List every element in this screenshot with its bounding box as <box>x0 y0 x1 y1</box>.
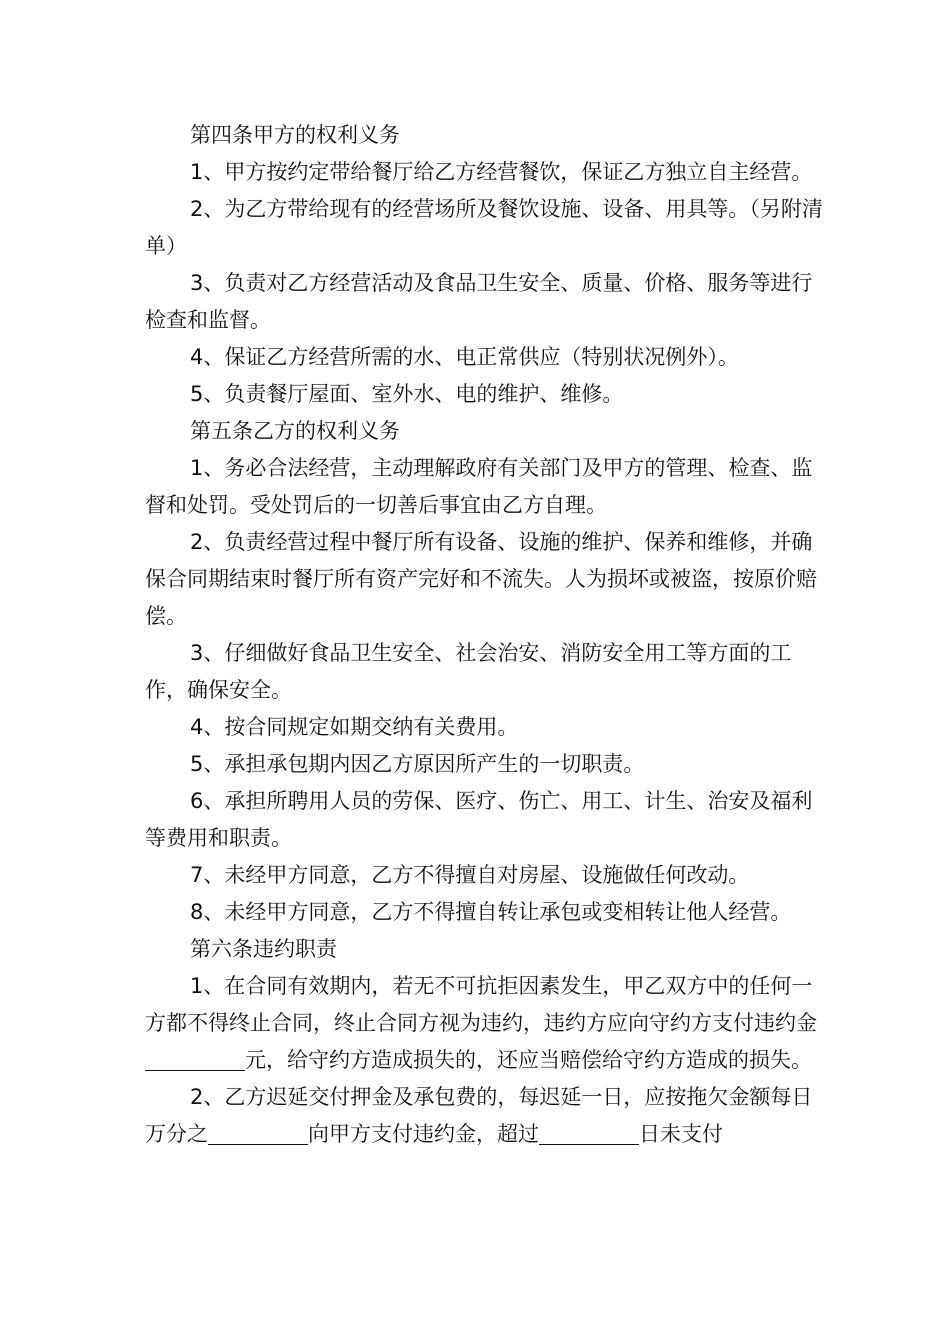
clause-5-5: 5、承担承包期内因乙方原因所产生的一切职责。 <box>190 752 645 776</box>
section-heading-5: 第五条乙方的权利义务 <box>190 419 400 443</box>
clause-5-2: 2、负责经营过程中餐厅所有设备、设施的维护、保养和维修，并确保合同期结束时餐厅所有资产完好和不流失。人为损坏或被盗，按原价赔偿。 <box>145 530 817 628</box>
clause-6-2 <box>145 1079 825 1153</box>
clause-4-4: 4、保证乙方经营所需的水、电正常供应（特别状况例外）。 <box>190 345 739 369</box>
document-body <box>145 117 825 1153</box>
clause-5-3: 3、仔细做好食品卫生安全、社会治安、消防安全用工等方面的工作，确保安全。 <box>145 641 792 702</box>
section-heading-6: 第六条违约职责 <box>190 937 337 961</box>
clause-5-1: 1、务必合法经营，主动理解政府有关部门及甲方的管理、检查、监督和处罚。受处罚后的一切善后事宜由乙方自理。 <box>145 456 813 517</box>
clause-6-1-text-b: 元，给守约方造成损失的，还应当赔偿给守约方造成的损失。 <box>245 1048 812 1072</box>
clause-5-8: 8、未经甲方同意，乙方不得擅自转让承包或变相转让他人经营。 <box>190 900 792 924</box>
section-heading-4: 第四条甲方的权利义务 <box>190 123 400 147</box>
clause-5-6: 6、承担所聘用人员的劳保、医疗、伤亡、用工、计生、治安及福利等费用和职责。 <box>145 789 813 850</box>
clause-4-5: 5、负责餐厅屋面、室外水、电的维护、维修。 <box>190 382 624 406</box>
fill-in-blank <box>539 1122 639 1145</box>
clause-6-2-text-c: 日未支付 <box>639 1122 723 1146</box>
clause-6-1 <box>145 968 825 1079</box>
clause-4-1: 1、甲方按约定带给餐厅给乙方经营餐饮，保证乙方独立自主经营。 <box>190 160 813 184</box>
fill-in-blank <box>145 1048 245 1071</box>
clause-6-1-text-a: 1、在合同有效期内，若无不可抗拒因素发生，甲乙双方中的任何一方都不得终止合同，终止合同方视为违约，违约方应向守约方支付违约金 <box>145 974 817 1035</box>
clause-6-2-text-a: 2、乙方迟延交付押金及承包费的，每迟延一日，应按拖欠金额每日万分之 <box>145 1085 813 1146</box>
clause-6-2-text-b: 向甲方支付违约金，超过 <box>308 1122 539 1146</box>
clause-4-2: 2、为乙方带给现有的经营场所及餐饮设施、设备、用具等。（另附清单） <box>145 197 823 258</box>
fill-in-blank <box>208 1122 308 1145</box>
clause-4-3: 3、负责对乙方经营活动及食品卫生安全、质量、价格、服务等进行检查和监督。 <box>145 271 813 332</box>
clause-5-4: 4、按合同规定如期交纳有关费用。 <box>190 715 519 739</box>
clause-5-7: 7、未经甲方同意，乙方不得擅自对房屋、设施做任何改动。 <box>190 863 750 887</box>
